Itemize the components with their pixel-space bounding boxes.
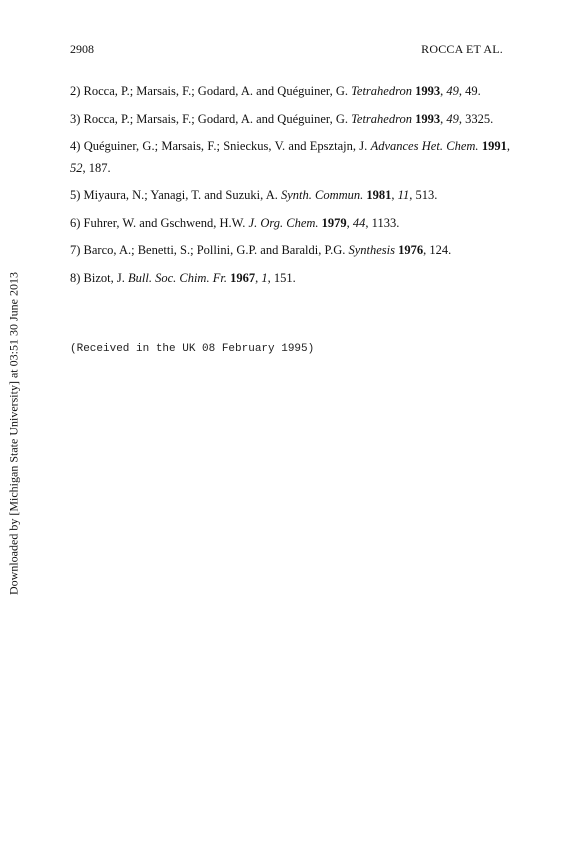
- reference-segment: , 513.: [409, 188, 438, 202]
- reference-item: [70, 240, 510, 262]
- reference-segment: 1993: [415, 111, 441, 126]
- reference-segment: , 151.: [267, 270, 296, 285]
- reference-item: [70, 185, 510, 207]
- reference-segment: 2) Rocca, P.; Marsais, F.; Godard, A. and Quéguiner, G.: [70, 84, 352, 98]
- reference-segment: Synthesis: [348, 243, 395, 257]
- download-watermark: Downloaded by [Michigan State University] at 03:51 30 June 2013: [6, 272, 21, 595]
- reference-segment: 8) Bizot, J.: [70, 270, 128, 285]
- reference-item: [70, 213, 510, 235]
- page-number: 2908: [70, 42, 94, 56]
- reference-segment: Advances Het. Chem.: [370, 139, 479, 153]
- reference-segment: Tetrahedron: [351, 111, 412, 126]
- reference-segment: , 3325.: [458, 111, 494, 126]
- reference-item: [70, 136, 510, 179]
- reference-segment: Tetrahedron: [351, 84, 412, 98]
- reference-segment: 7) Barco, A.; Benetti, S.; Pollini, G.P. and Baraldi, P.G.: [70, 243, 349, 257]
- reference-segment: , 124.: [423, 243, 452, 257]
- reference-segment: ,: [506, 139, 510, 153]
- reference-segment: Synth. Commun.: [280, 188, 364, 202]
- reference-segment: , 1133.: [365, 215, 400, 230]
- reference-segment: 1981: [366, 188, 392, 202]
- reference-segment: 3) Rocca, P.; Marsais, F.; Godard, A. and Quéguiner, G.: [70, 111, 352, 126]
- reference-segment: J. Org. Chem.: [248, 215, 319, 230]
- reference-segment: , 187.: [82, 160, 111, 175]
- reference-segment: 1979: [321, 215, 347, 230]
- reference-segment: 11: [397, 188, 410, 202]
- reference-segment: ,: [440, 84, 447, 98]
- reference-segment: 1993: [415, 84, 441, 98]
- reference-segment: 1967: [230, 270, 256, 285]
- reference-segment: Bull. Soc. Chim. Fr.: [127, 270, 227, 285]
- reference-segment: ,: [391, 188, 398, 202]
- reference-segment: 6) Fuhrer, W. and Gschwend, H.W.: [70, 215, 249, 230]
- reference-item: [70, 268, 510, 290]
- reference-segment: 52: [70, 160, 83, 175]
- reference-segment: ,: [346, 215, 353, 230]
- received-note: (Received in the UK 08 February 1995): [70, 343, 315, 355]
- reference-segment: 4) Quéguiner, G.; Marsais, F.; Snieckus, V. and Epsztajn, J.: [70, 139, 371, 153]
- reference-segment: 1991: [481, 139, 507, 153]
- reference-segment: ,: [440, 111, 447, 126]
- reference-segment: 1976: [398, 243, 424, 257]
- reference-item: [70, 81, 510, 103]
- reference-segment: 44: [352, 215, 366, 230]
- reference-segment: 5) Miyaura, N.; Yanagi, T. and Suzuki, A.: [70, 188, 281, 202]
- reference-segment: 1: [261, 270, 268, 285]
- reference-segment: , 49.: [458, 84, 481, 98]
- reference-segment: ,: [255, 270, 262, 285]
- reference-segment: 49: [446, 111, 459, 126]
- running-head: ROCCA ET AL.: [421, 42, 503, 56]
- reference-segment: 49: [446, 84, 459, 98]
- reference-item: [70, 109, 510, 131]
- reference-list: [70, 81, 510, 295]
